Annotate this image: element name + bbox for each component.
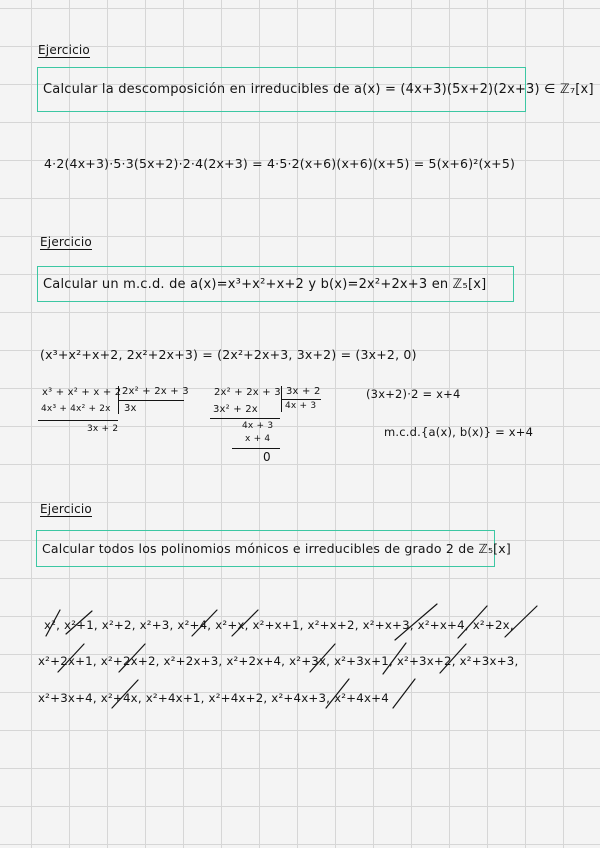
gcd-chain: (x³+x²+x+2, 2x²+2x+3) = (2x²+2x+3, 3x+2) = (3x+2, 0) — [40, 347, 417, 362]
exercise-3-statement-box — [36, 530, 511, 567]
div1-subtract: 4x³ + 4x² + 2x — [41, 404, 111, 414]
div2-divisor: 3x + 2 — [286, 386, 321, 397]
strike-x2+4x+4 — [393, 679, 415, 708]
div2-sub2-line — [232, 448, 280, 449]
div2-sub1: 3x² + 2x — [213, 404, 258, 415]
gcd-result: m.c.d.{a(x), b(x)} = x+4 — [384, 425, 534, 439]
exercise-2-statement-box — [37, 266, 514, 302]
polynomial-list-row-3: x²+3x+4, x²+4x, x²+4x+1, x²+4x+2, x²+4x+3, x²+4x+4 — [38, 691, 389, 705]
exercise-1-work: 4·2(4x+3)·5·3(5x+2)·2·4(2x+3) = 4·5·2(x+6)(x+6)(x+5) = 5(x+6)²(x+5) — [44, 156, 516, 171]
exercise-2-title: Ejercicio — [40, 235, 92, 249]
exercise-3-title: Ejercicio — [40, 502, 92, 516]
associate-note: (3x+2)·2 = x+4 — [366, 387, 461, 401]
div1-subtract-line — [38, 420, 118, 421]
exercise-2-statement: Calcular un m.c.d. de a(x)=x³+x²+x+2 y b(x)=2x²+2x+3 en ℤ₅[x] — [43, 276, 487, 292]
div1-remainder: 3x + 2 — [87, 424, 119, 434]
exercise-1-title: Ejercicio — [38, 43, 90, 57]
div2-rem2: 0 — [263, 450, 271, 464]
div2-sub1-line — [210, 418, 280, 419]
polynomial-list-row-2: x²+2x+1, x²+2x+2, x²+2x+3, x²+2x+4, x²+3x, x²+3x+1, x²+3x+2, x²+3x+3, — [38, 654, 519, 668]
div2-dividend: 2x² + 2x + 3 — [214, 387, 281, 398]
exercise-1-statement-box — [37, 67, 594, 112]
div2-rem1: 4x + 3 — [242, 421, 274, 431]
div1-quotient: 3x — [124, 403, 137, 414]
div2-quotient: 4x + 3 — [285, 401, 317, 411]
div1-divisor: 2x² + 2x + 3 — [122, 386, 189, 397]
div1-dividend: x³ + x² + x + 2 — [42, 387, 122, 398]
exercise-3-statement: Calcular todos los polinomios mónicos e irreducibles de grado 2 de ℤ₅[x] — [42, 541, 511, 556]
div2-sub2: x + 4 — [245, 434, 271, 444]
div2-bracket-horizontal — [281, 399, 321, 400]
polynomial-list-row-1: x², x²+1, x²+2, x²+3, x²+4, x²+x, x²+x+1, x²+x+2, x²+x+3, x²+x+4, x²+2x, — [44, 618, 514, 632]
div1-bracket-horizontal — [118, 400, 184, 401]
exercise-1-statement: Calcular la descomposición en irreducibles de a(x) = (4x+3)(5x+2)(2x+3) ∈ ℤ₇[x] — [43, 82, 594, 97]
